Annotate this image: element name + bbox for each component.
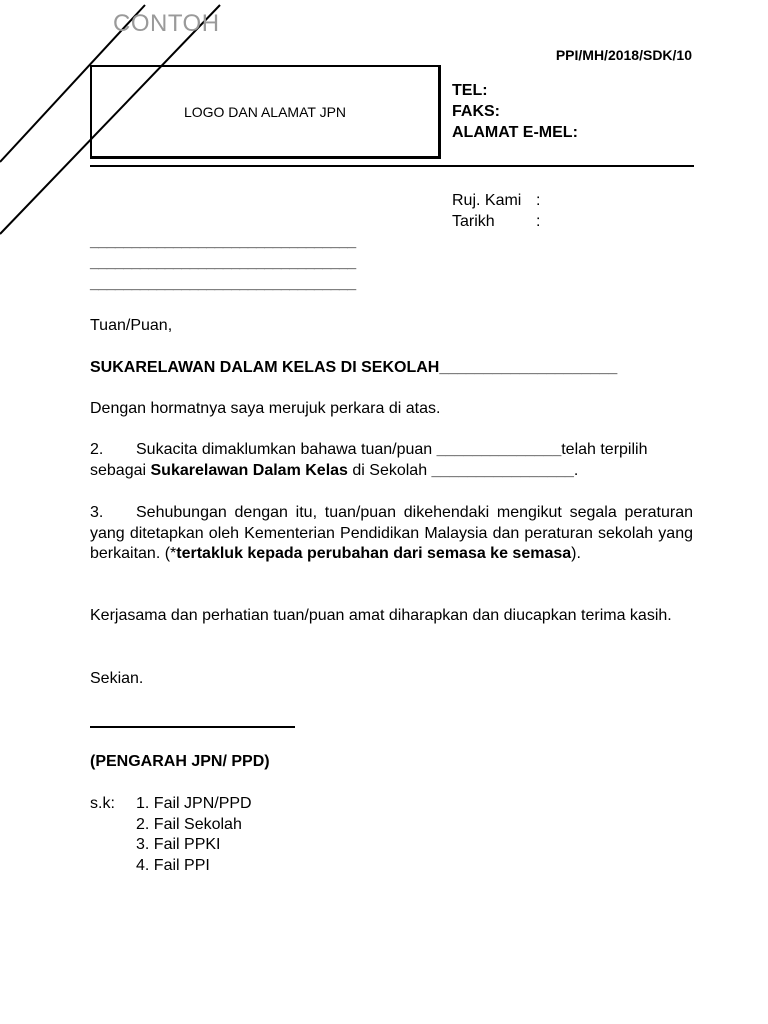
salutation: Tuan/Puan,: [90, 317, 173, 334]
para3-text-b: ).: [571, 545, 581, 562]
para2-number: 2.: [90, 441, 104, 458]
tarikh-label: Tarikh: [452, 213, 495, 230]
paragraph-1: Dengan hormatnya saya merujuk perkara di atas.: [90, 400, 441, 417]
reference-block: [452, 190, 540, 232]
logo-placeholder-label: LOGO DAN ALAMAT JPN: [183, 103, 347, 120]
tel-label: TEL:: [452, 82, 488, 99]
watermark-text: CONTOH: [113, 10, 220, 37]
paragraph-4: Kerjasama dan perhatian tuan/puan amat diharapkan dan diucapkan terima kasih.: [90, 607, 672, 624]
para2-blank-name: ______________: [436, 441, 562, 458]
recipient-address-blanks: [90, 231, 390, 294]
address-blank-1: ________________________________: [90, 233, 356, 250]
copy-list: [90, 794, 252, 876]
paragraph-3: [90, 503, 693, 565]
para2-blank-school: ________________: [431, 461, 574, 479]
ruj-sep: :: [536, 192, 541, 209]
para3-bold: tertakluk kepada perubahan dari semasa ke semasa: [176, 545, 572, 562]
sk-label: s.k:: [90, 795, 115, 812]
sk-item: 2. Fail Sekolah: [136, 815, 242, 833]
para2-text-d: .: [573, 461, 579, 479]
sk-item: 3. Fail PPKI: [136, 836, 221, 853]
email-label: ALAMAT E-MEL:: [452, 124, 578, 141]
sk-item: 1. Fail JPN/PPD: [136, 795, 252, 812]
subject-title: SUKARELAWAN DALAM KELAS DI SEKOLAH: [90, 359, 440, 376]
subject-blank: ____________________: [439, 359, 618, 376]
tarikh-sep: :: [536, 213, 541, 230]
closing: Sekian.: [90, 670, 144, 687]
signatory: (PENGARAH JPN/ PPD): [90, 753, 270, 770]
sk-item: 4. Fail PPI: [136, 856, 210, 874]
para2-text-b: telah terpilih sebagai: [90, 441, 648, 479]
logo-placeholder: [90, 65, 441, 159]
para3-number: 3.: [90, 504, 104, 521]
para2-bold: Sukarelawan Dalam Kelas: [150, 461, 348, 479]
para3-text-a: Sehubungan dengan itu, tuan/puan dikehendaki mengikut segala peraturan yang ditetapkan oleh Kementerian Pendidikan Malaysia dan peraturan sekolah yang berkaitan. (*: [90, 504, 693, 562]
signature-line: [90, 726, 295, 728]
para2-text-a: Sukacita dimaklumkan bahawa tuan/puan: [136, 441, 437, 458]
address-blank-3: ________________________________: [90, 275, 356, 292]
contact-block: [452, 80, 578, 143]
header-divider: [90, 165, 694, 167]
para2-text-c: di Sekolah: [347, 461, 432, 479]
faks-label: FAKS:: [452, 103, 500, 120]
reference-code: PPI/MH/2018/SDK/10: [555, 47, 692, 63]
paragraph-2: [90, 440, 693, 481]
ruj-label: Ruj. Kami: [452, 192, 522, 209]
address-blank-2: ________________________________: [90, 254, 356, 271]
subject-line: [90, 358, 693, 379]
